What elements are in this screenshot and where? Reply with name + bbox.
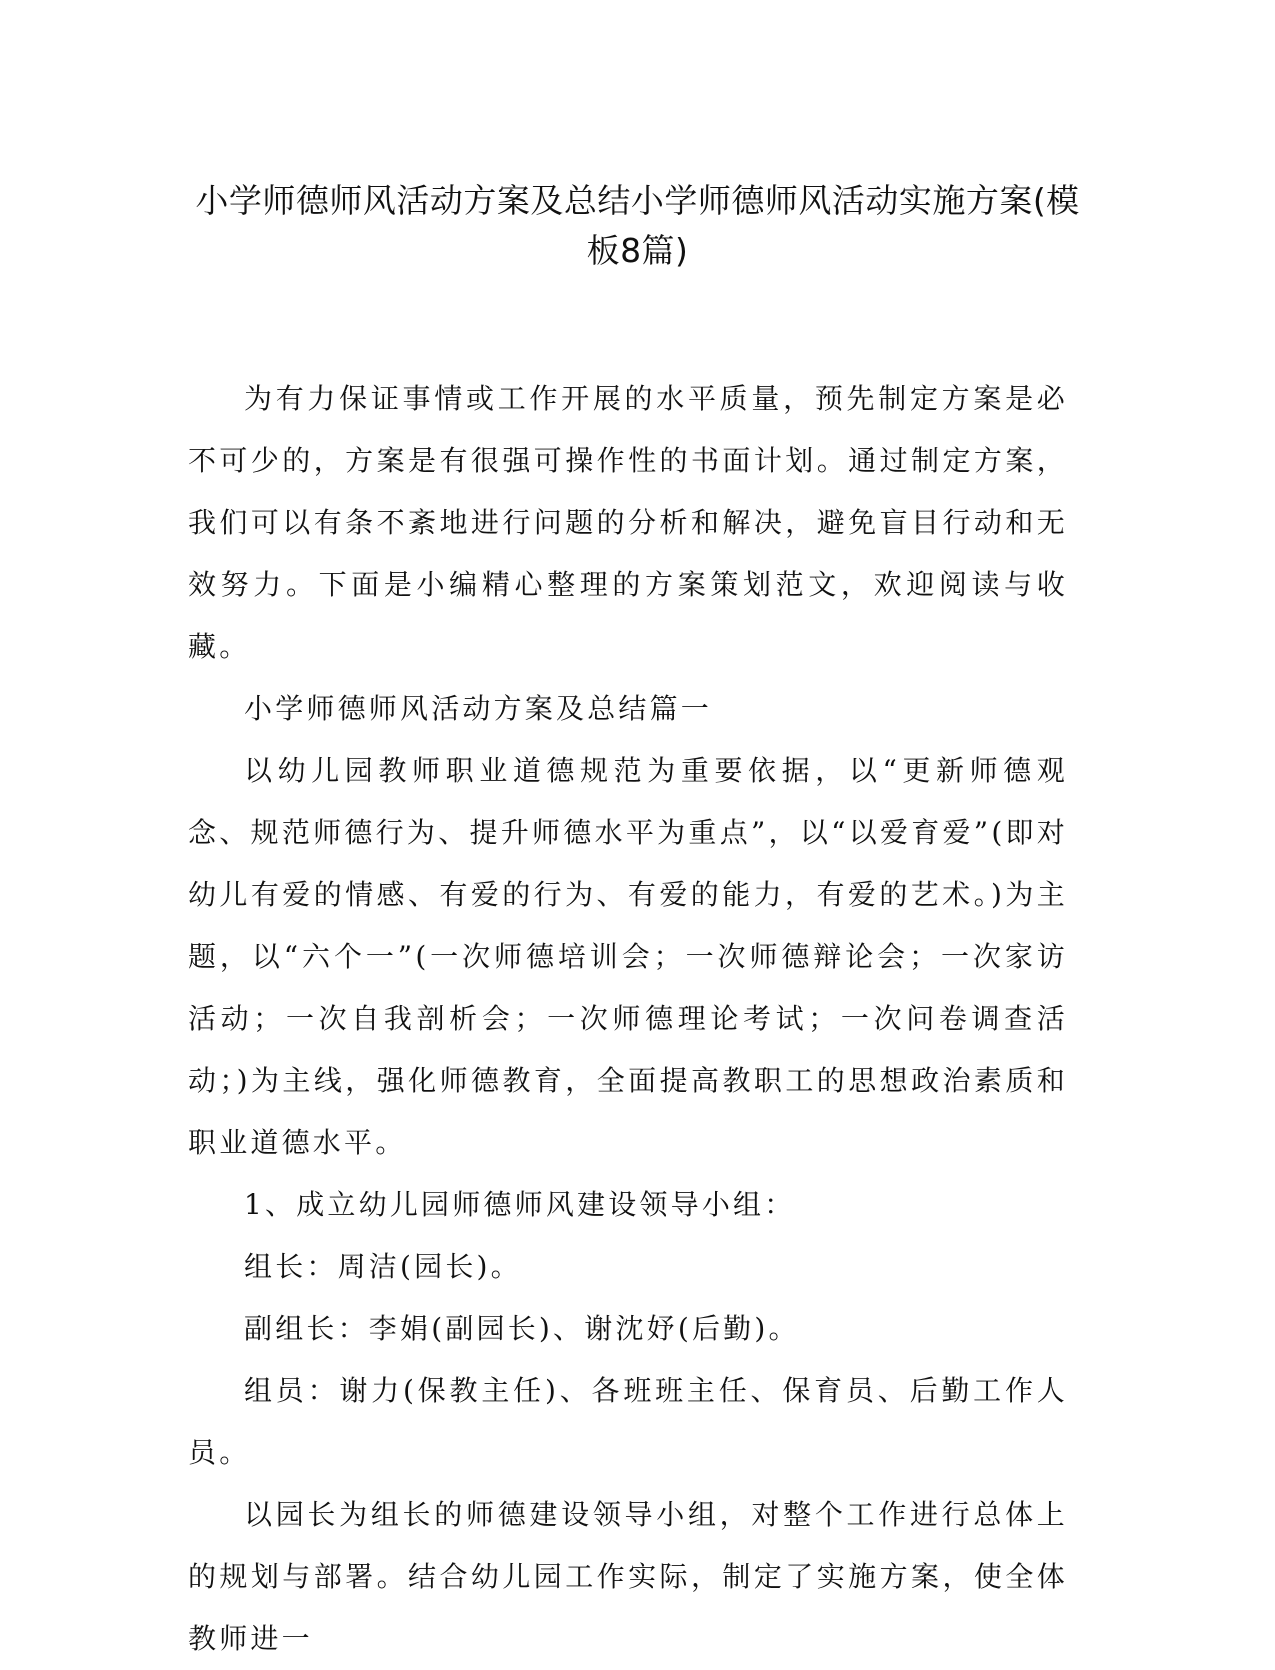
list-item: 组员：谢力(保教主任)、各班班主任、保育员、后勤工作人员。 [188, 1374, 1068, 1469]
list-item: 1、成立幼儿园师德师风建设领导小组： [244, 1188, 796, 1221]
section-heading: 小学师德师风活动方案及总结篇一 [244, 692, 713, 725]
body-paragraph: 以幼儿园教师职业道德规范为重要依据，以“更新师德观念、规范师德行为、提升师德水平为重点”，以“以爱育爱”(即对幼儿有爱的情感、有爱的行为、有爱的能力，有爱的艺术。)为主题，以“六个一”(一次师德培训会；一次师德辩论会；一次家访活动；一次自我剖析会；一次师德理论考试；一次问卷调查活动；)为主线，强化师德教育，全面提高教职工的思想政治素质和职业道德水平。 [188, 754, 1068, 1159]
document-title: 小学师德师风活动方案及总结小学师德师风活动实施方案(模板8篇) [195, 181, 1080, 270]
list-item: 组长：周洁(园长)。 [244, 1250, 522, 1283]
body-paragraph: 以园长为组长的师德建设领导小组，对整个工作进行总体上的规划与部署。结合幼儿园工作实际，制定了实施方案，使全体教师进一 [188, 1498, 1068, 1655]
document-body [188, 368, 1068, 1670]
list-item: 副组长：李娟(副园长)、谢沈妤(后勤)。 [244, 1312, 800, 1345]
intro-paragraph: 为有力保证事情或工作开展的水平质量，预先制定方案是必不可少的，方案是有很强可操作性的书面计划。通过制定方案，我们可以有条不紊地进行问题的分析和解决，避免盲目行动和无效努力。下面是小编精心整理的方案策划范文，欢迎阅读与收藏。 [188, 382, 1068, 663]
